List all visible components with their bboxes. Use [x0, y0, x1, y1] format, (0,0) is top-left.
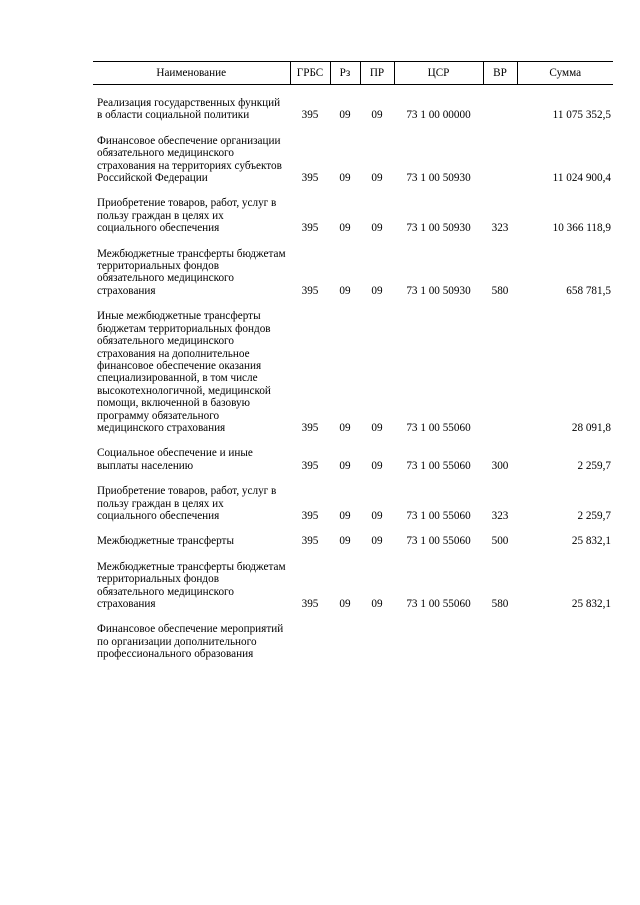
cell-grbs: 395 [301, 222, 319, 235]
cell-name: Социальное обеспечение и иные выплаты населению [97, 447, 253, 472]
table-row [93, 184, 613, 234]
cell-grbs: 395 [301, 109, 319, 122]
cell-sum: 11 024 900,4 [552, 172, 611, 185]
cell-name: Финансовое обеспечение мероприятий по организации дополнительного профессионального образования [97, 623, 284, 661]
cell-rz [330, 610, 360, 660]
cell-rz: 09 [339, 284, 351, 297]
cell-vr: 323 [491, 509, 509, 522]
cell-csr: 73 1 00 50930 [406, 222, 471, 235]
cell-name: Реализация государственных функций в области социальной политики [97, 97, 281, 122]
cell-sum: 2 259,7 [577, 509, 611, 522]
cell-rz: 09 [339, 109, 351, 122]
cell-pr: 09 [371, 172, 383, 185]
table-row [93, 472, 613, 522]
cell-grbs: 395 [301, 459, 319, 472]
cell-csr: 73 1 00 00000 [406, 109, 471, 122]
cell-rz: 09 [339, 598, 351, 610]
cell-sum: 10 366 118,9 [552, 222, 611, 235]
header-grbs: ГРБС [290, 62, 330, 85]
cell-sum: 28 091,8 [571, 421, 611, 434]
cell-pr: 09 [371, 109, 383, 122]
cell-rz: 09 [339, 222, 351, 235]
cell-vr: 500 [491, 535, 509, 548]
cell-name: Межбюджетные трансферты бюджетам территориальных фондов обязательного медицинского страхования [97, 560, 286, 610]
cell-sum: 25 832,1 [571, 535, 611, 548]
table-row [93, 122, 613, 185]
cell-pr: 09 [371, 509, 383, 522]
cell-name: Иные межбюджетные трансферты бюджетам территориальных фондов обязательного медицинского страхования на дополнительное финансовое обеспечение оказания специализированной, в том числе высокотехнологичной, медицинской помощи, включенной в базовую программу обязательного медицинского страхования [97, 310, 271, 434]
header-name: Наименование [93, 62, 290, 85]
header-pr: ПР [360, 62, 394, 85]
cell-vr: 580 [491, 284, 509, 297]
cell-rz: 09 [339, 421, 351, 434]
cell-rz: 09 [339, 172, 351, 185]
cell-grbs [290, 610, 330, 660]
cell-pr: 09 [371, 222, 383, 235]
cell-csr: 73 1 00 55060 [406, 535, 471, 548]
table-row [93, 548, 613, 611]
table-row [93, 235, 613, 298]
cell-name: Межбюджетные трансферты бюджетам территориальных фондов обязательного медицинского страхования [97, 247, 286, 297]
cell-sum: 2 259,7 [577, 459, 611, 472]
cell-csr: 73 1 00 55060 [406, 459, 471, 472]
cell-csr: 73 1 00 55060 [406, 421, 471, 434]
cell-csr: 73 1 00 50930 [406, 284, 471, 297]
cell-name: Финансовое обеспечение организации обязательного медицинского страхования на территориях субъектов Российской Федерации [97, 134, 282, 185]
cell-grbs: 395 [301, 421, 319, 434]
table-header [93, 62, 613, 85]
cell-vr [483, 610, 517, 660]
cell-sum: 658 781,5 [566, 284, 611, 297]
header-rz: Рз [330, 62, 360, 85]
cell-grbs: 395 [301, 284, 319, 297]
table-row [93, 297, 613, 434]
cell-pr [360, 610, 394, 660]
cell-pr: 09 [371, 421, 383, 434]
cell-sum: 25 832,1 [571, 598, 611, 610]
cell-pr: 09 [371, 284, 383, 297]
cell-rz: 09 [339, 535, 351, 548]
budget-table [93, 61, 613, 661]
cell-csr: 73 1 00 55060 [406, 598, 471, 610]
cell-vr: 300 [491, 459, 509, 472]
cell-vr: 580 [491, 598, 509, 610]
cell-sum: 11 075 352,5 [552, 109, 611, 122]
budget-document [93, 61, 613, 661]
cell-csr: 73 1 00 55060 [406, 509, 471, 522]
cell-vr [483, 85, 517, 122]
cell-rz: 09 [339, 459, 351, 472]
cell-grbs: 395 [301, 172, 319, 185]
table-row [93, 85, 613, 122]
table-row [93, 522, 613, 547]
cell-pr: 09 [371, 598, 383, 610]
header-csr: ЦСР [394, 62, 483, 85]
cell-pr: 09 [371, 535, 383, 548]
cell-vr: 323 [491, 222, 509, 235]
cell-csr [394, 610, 483, 660]
cell-grbs: 395 [301, 509, 319, 522]
cell-name: Приобретение товаров, работ, услуг в пользу граждан в целях их социального обеспечения [97, 485, 277, 522]
cell-pr: 09 [371, 459, 383, 472]
table-body [93, 85, 613, 661]
table-row [93, 610, 613, 660]
header-sum: Сумма [517, 62, 613, 85]
cell-grbs: 395 [301, 535, 319, 548]
cell-vr [483, 297, 517, 434]
table-row [93, 434, 613, 472]
cell-grbs: 395 [301, 598, 319, 610]
cell-name: Приобретение товаров, работ, услуг в пользу граждан в целях их социального обеспечения [97, 197, 277, 235]
header-vr: ВР [483, 62, 517, 85]
cell-name: Межбюджетные трансферты [97, 535, 234, 548]
cell-rz: 09 [339, 509, 351, 522]
cell-csr: 73 1 00 50930 [406, 172, 471, 185]
cell-vr [483, 122, 517, 185]
cell-sum [517, 610, 613, 660]
